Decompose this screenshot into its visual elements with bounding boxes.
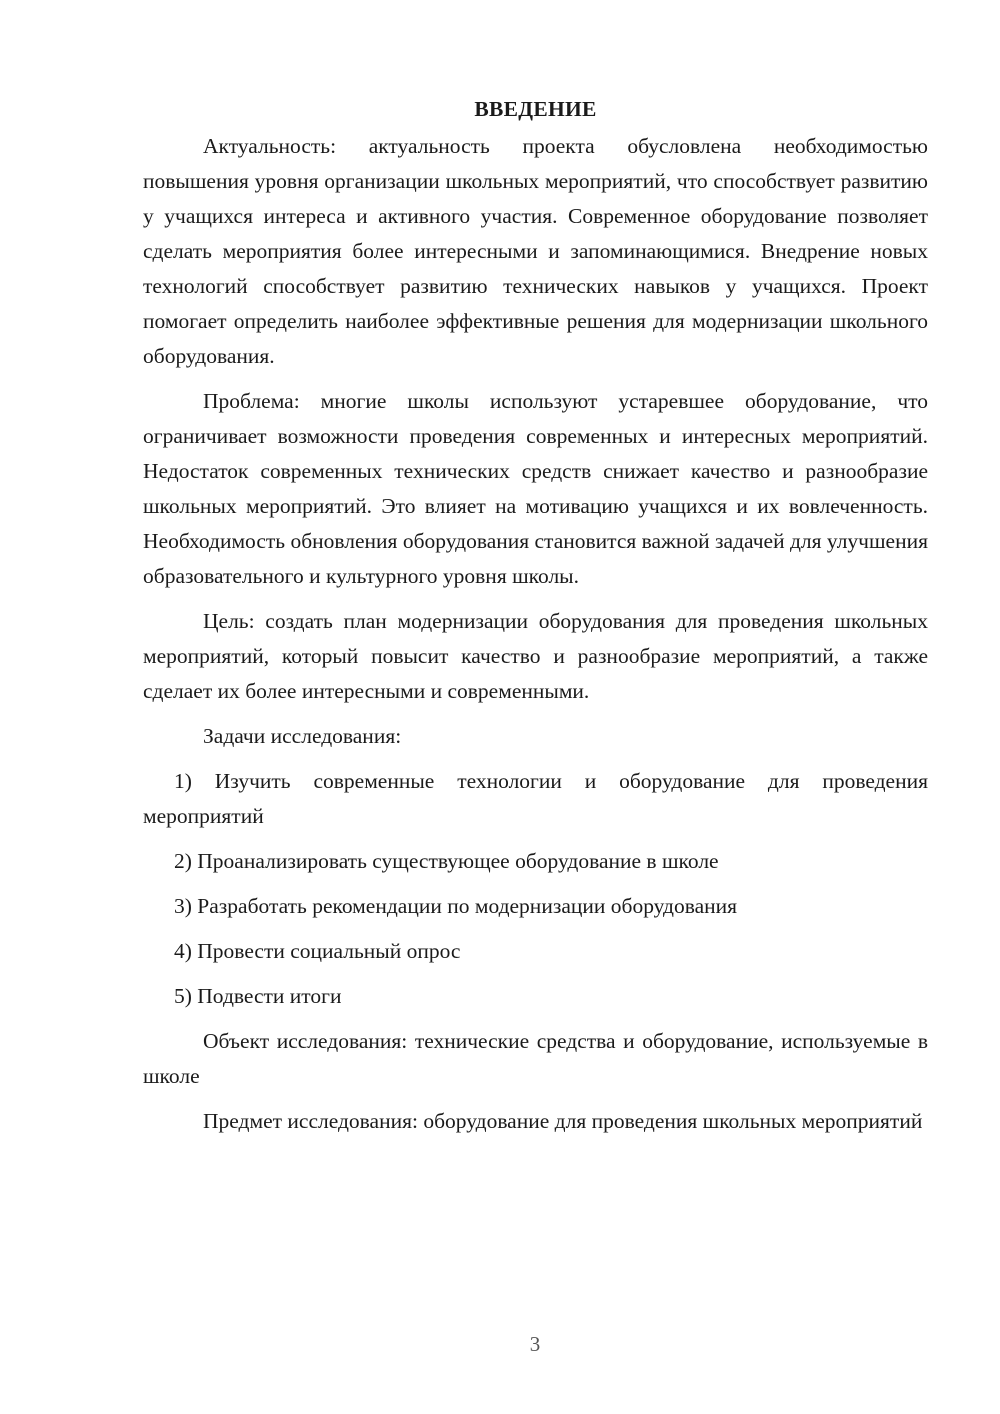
tasks-heading: Задачи исследования: [203,724,402,748]
subject-paragraph: Предмет исследования: оборудование для проведения школьных мероприятий [203,1109,923,1133]
document-page [143,92,928,1149]
task-item-4: 4) Провести социальный опрос [174,939,461,963]
section-title: ВВЕДЕНИЕ [474,97,597,121]
task-item-1: 1) Изучить современные технологии и оборудование для проведения мероприятий [143,769,928,828]
task-item-2: 2) Проанализировать существующее оборудование в школе [174,849,719,873]
goal-paragraph: Цель: создать план модернизации оборудования для проведения школьных мероприятий, который повысит качество и разнообразие мероприятий, а также сделает их более интересными и современными. [143,609,928,703]
task-item-5: 5) Подвести итоги [174,984,342,1008]
object-paragraph: Объект исследования: технические средства и оборудование, используемые в школе [143,1029,928,1088]
problem-paragraph: Проблема: многие школы используют устаревшее оборудование, что ограничивает возможности проведения современных и интересных мероприятий. Недостаток современных технических средств снижает качество и разнообразие школьных мероприятий. Это влияет на мотивацию учащихся и их вовлеченность. Необходимость обновления оборудования становится важной задачей для улучшения образовательного и культурного уровня школы. [143,389,928,588]
page-number: 3 [529,1332,541,1356]
relevance-paragraph: Актуальность: актуальность проекта обусловлена необходимостью повышения уровня организации школьных мероприятий, что способствует развитию у учащихся интереса и активного участия. Современное оборудование позволяет сделать мероприятия более интересными и запоминающимися. Внедрение новых технологий способствует развитию технических навыков у учащихся. Проект помогает определить наиболее эффективные решения для модернизации школьного оборудования. [143,134,928,368]
task-item-3: 3) Разработать рекомендации по модернизации оборудования [174,894,738,918]
